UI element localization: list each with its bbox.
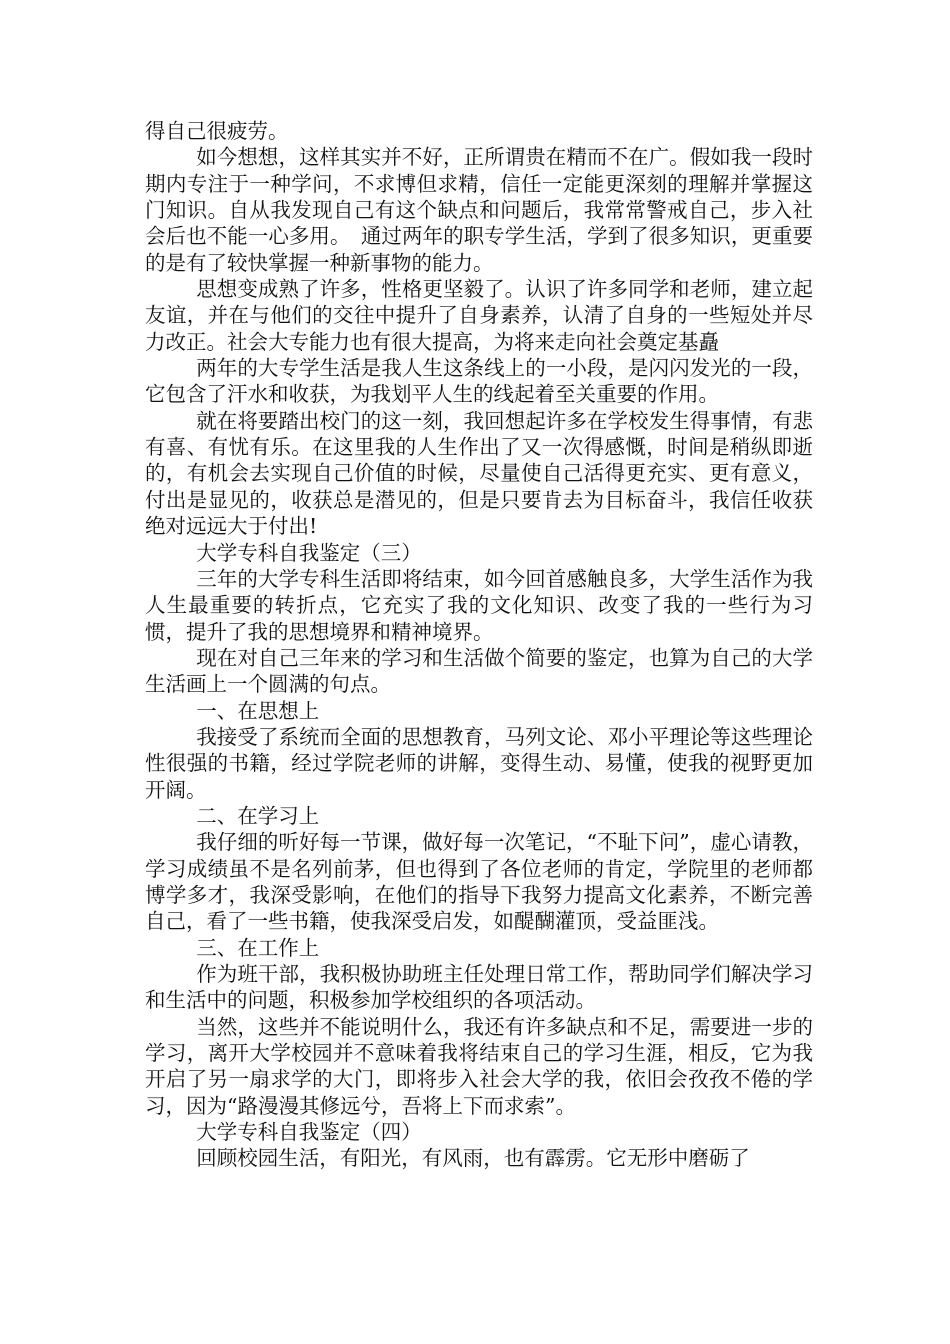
paragraph: 我仔细的听好每一节课，做好每一次笔记，“不耻下问”，虚心请教，学习成绩虽不是名列前茅，但也得到了各位老师的肯定，学院里的老师都博学多才，我深受影响，在他们的指导下我努力提高文化素养，不断完善自己，看了一些书籍，使我深受启发，如醍醐灌顶，受益匪浅。: [145, 830, 813, 934]
paragraph: 思想变成熟了许多，性格更坚毅了。认识了许多同学和老师，建立起友谊，并在与他们的交往中提升了自身素养，认清了自身的一些短处并尽力改正。社会大专能力也有很大提高，为将来走向社会奠定基矗: [145, 277, 813, 354]
paragraph: 三年的大学专科生活即将结束，如今回首感触良多，大学生活作为我人生最重要的转折点，它充实了我的文化知识、改变了我的一些行为习惯，提升了我的思想境界和精神境界。: [145, 566, 813, 644]
paragraph: 如今想想，这样其实并不好，正所谓贵在精而不在广。假如我一段时期内专注于一种学问，不求博但求精，信任一定能更深刻的理解并掌握这门知识。自从我发现自己有这个缺点和问题后，我常常警戒自己，步入社会后也不能一心多用。 通过两年的职专学生活，学到了很多知识，更重要的是有了较快掌握一种新事物的能力。: [145, 145, 813, 275]
section-heading: 大学专科自我鉴定（三）: [196, 540, 422, 565]
paragraph: 就在将要踏出校门的这一刻，我回想起许多在学校发生得事情，有悲有喜、有忧有乐。在这里我的人生作出了又一次得感慨，时间是稍纵即逝的，有机会去实现自己价值的时候，尽量使自己活得更充实、更有意义，付出是显见的，收获总是潜见的，但是只要肯去为目标奋斗，我信任收获绝对远远大于付出!: [145, 408, 813, 539]
subsection-heading: 一、在思想上: [196, 698, 320, 723]
section-heading: 大学专科自我鉴定（四）: [196, 1120, 422, 1145]
paragraph: 现在对自己三年来的学习和生活做个简要的鉴定，也算为自己的大学生活画上一个圆满的句点。: [145, 645, 813, 697]
subsection-heading: 二、在学习上: [196, 803, 320, 828]
paragraph: 我接受了系统而全面的思想教育，马列文论、邓小平理论等这些理论性很强的书籍，经过学院老师的讲解，变得生动、易懂，使我的视野更加开阔。: [145, 724, 813, 802]
paragraph: 作为班干部，我积极协助班主任处理日常工作，帮助同学们解决学习和生活中的问题，积极参加学校组织的各项活动。: [145, 962, 813, 1013]
paragraph: 回顾校园生活，有阳光，有风雨，也有霹雳。它无形中磨砺了: [196, 1146, 750, 1171]
document-page: [145, 118, 813, 1172]
subsection-heading: 三、在工作上: [196, 935, 320, 960]
paragraph: 两年的大专学生活是我人生这条线上的一小段，是闪闪发光的一段，它包含了汗水和收获，为我划平人生的线起着至关重要的作用。: [145, 356, 813, 407]
paragraph: 当然，这些并不能说明什么，我还有许多缺点和不足，需要进一步的学习，离开大学校园并不意味着我将结束自己的学习生涯，相反，它为我开启了另一扇求学的大门，即将步入社会大学的我，依旧会孜孜不倦的学习，因为“路漫漫其修远兮，吾将上下而求索”。: [145, 1014, 813, 1118]
continuation-paragraph: 得自己很疲劳。: [145, 119, 289, 143]
